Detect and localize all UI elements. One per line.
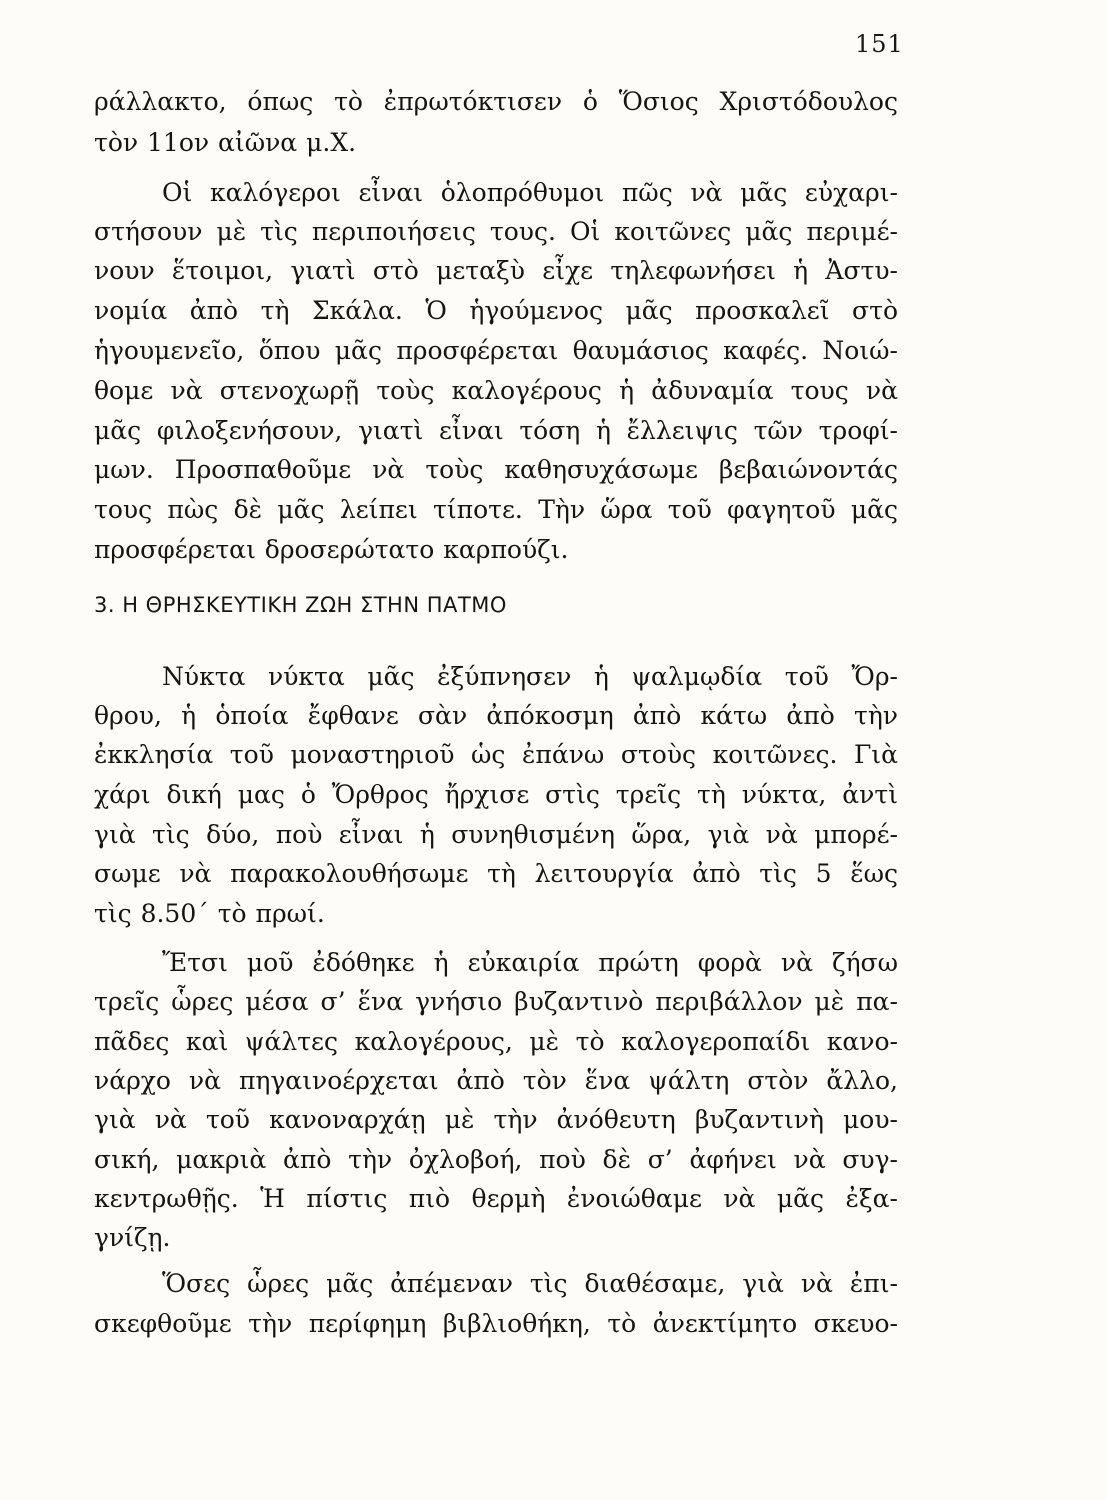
paragraph-4-line-2: τρεῖς ὧρες μέσα σ’ ἕνα γνήσιο βυζαντινὸ περιβάλλον μὲ πα- [94,987,898,1016]
section-heading: 3. Η ΘΡΗΣΚΕΥΤΙΚΗ ΖΩΗ ΣΤΗΝ ΠΑΤΜΟ [94,593,507,617]
paragraph-2-line-9: τους πὼς δὲ μᾶς λείπει τίποτε. Τὴν ὥρα τοῦ φαγητοῦ μᾶς [94,495,898,524]
paragraph-2-line-8: μων. Προσπαθοῦμε νὰ τοὺς καθησυχάσωμε βεβαιώνοντάς [94,455,898,484]
paragraph-4-line-4: νάρχο νὰ πηγαινοέρχεται ἀπὸ τὸν ἕνα ψάλτη στὸν ἄλλο, [94,1066,898,1095]
paragraph-3-line-2: θρου, ἡ ὁποία ἔφθανε σὰν ἀπόκοσμη ἀπὸ κάτω ἀπὸ τὴν [94,701,898,730]
paragraph-3-line-4: χάρι δική μας ὁ Ὄρθρος ἤρχισε στὶς τρεῖς τὴ νύκτα, ἀντὶ [94,780,898,809]
paragraph-3-line-6: σωμε νὰ παρακολουθήσωμε τὴ λειτουργία ἀπὸ τὶς 5 ἕως [94,859,898,888]
paragraph-2-line-6: θομε νὰ στενοχωρῇ τοὺς καλογέρους ἡ ἀδυναμία τους νὰ [94,376,898,405]
paragraph-3-line-5: γιὰ τὶς δύο, ποὺ εἶναι ἡ συνηθισμένη ὥρα, γιὰ νὰ μπορέ- [94,820,898,849]
paragraph-1-line-2: τὸν 11ον αἰῶνα μ.Χ. [94,128,357,157]
paragraph-5-line-1: Ὅσες ὧρες μᾶς ἀπέμεναν τὶς διαθέσαμε, γιὰ νὰ ἐπι- [162,1269,898,1298]
paragraph-4-line-7: κεντρωθῇς. Ἡ πίστις πιὸ θερμὴ ἐνοιώθαμε νὰ μᾶς ἐξα- [94,1184,898,1213]
paragraph-2-line-5: ἡγουμενεῖο, ὅπου μᾶς προσφέρεται θαυμάσιος καφές. Νοιώ- [94,336,898,365]
paragraph-2-line-7: μᾶς φιλοξενήσουν, γιατὶ εἶναι τόση ἡ ἔλλειψις τῶν τροφί- [94,416,898,445]
paragraph-4-line-5: γιὰ νὰ τοῦ κανοναρχάῃ μὲ τὴν ἀνόθευτη βυζαντινὴ μου- [94,1105,898,1134]
paragraph-2-line-4: νομία ἀπὸ τὴ Σκάλα. Ὁ ἡγούμενος μᾶς προσκαλεῖ στὸ [94,296,898,325]
paragraph-5-line-2: σκεφθοῦμε τὴν περίφημη βιβλιοθήκη, τὸ ἀνεκτίμητο σκευο- [94,1309,898,1338]
paragraph-2-line-2: στήσουν μὲ τὶς περιποιήσεις τους. Οἱ κοιτῶνες μᾶς περιμέ- [94,217,898,246]
paragraph-2-line-1: Οἱ καλόγεροι εἶναι ὁλοπρόθυμοι πῶς νὰ μᾶς εὐχαρι- [162,178,898,207]
page-number: 151 [855,30,904,58]
paragraph-4-line-8: γνίζῃ. [94,1223,171,1252]
paragraph-1-line-1: ράλλακτο, όπως τὸ ἐπρωτόκτισεν ὁ Ὅσιος Χριστόδουλος [94,87,898,116]
paragraph-3-line-1: Νύκτα νύκτα μᾶς ἐξύπνησεν ἡ ψαλμῳδία τοῦ Ὄρ- [162,662,898,691]
paragraph-4-line-3: πᾶδες καὶ ψάλτες καλογέρους, μὲ τὸ καλογεροπαίδι κανο- [94,1027,898,1056]
paragraph-2-line-3: νουν ἕτοιμοι, γιατὶ στὸ μεταξὺ εἶχε τηλεφωνήσει ἡ Ἀστυ- [94,256,898,285]
paragraph-3-line-3: ἐκκλησία τοῦ μοναστηριοῦ ὡς ἐπάνω στοὺς κοιτῶνες. Γιὰ [94,740,898,769]
paragraph-4-line-1: Ἔτσι μοῦ ἐδόθηκε ἡ εὐκαιρία πρώτη φορὰ νὰ ζήσω [162,948,898,977]
paragraph-2-line-10: προσφέρεται δροσερώτατο καρπούζι. [94,535,569,564]
paragraph-4-line-6: σική, μακριὰ ἀπὸ τὴν ὀχλοβοή, ποὺ δὲ σ’ ἀφήνει νὰ συγ- [94,1145,898,1174]
paragraph-3-line-7: τὶς 8.50΄ τὸ πρωί. [94,899,325,928]
